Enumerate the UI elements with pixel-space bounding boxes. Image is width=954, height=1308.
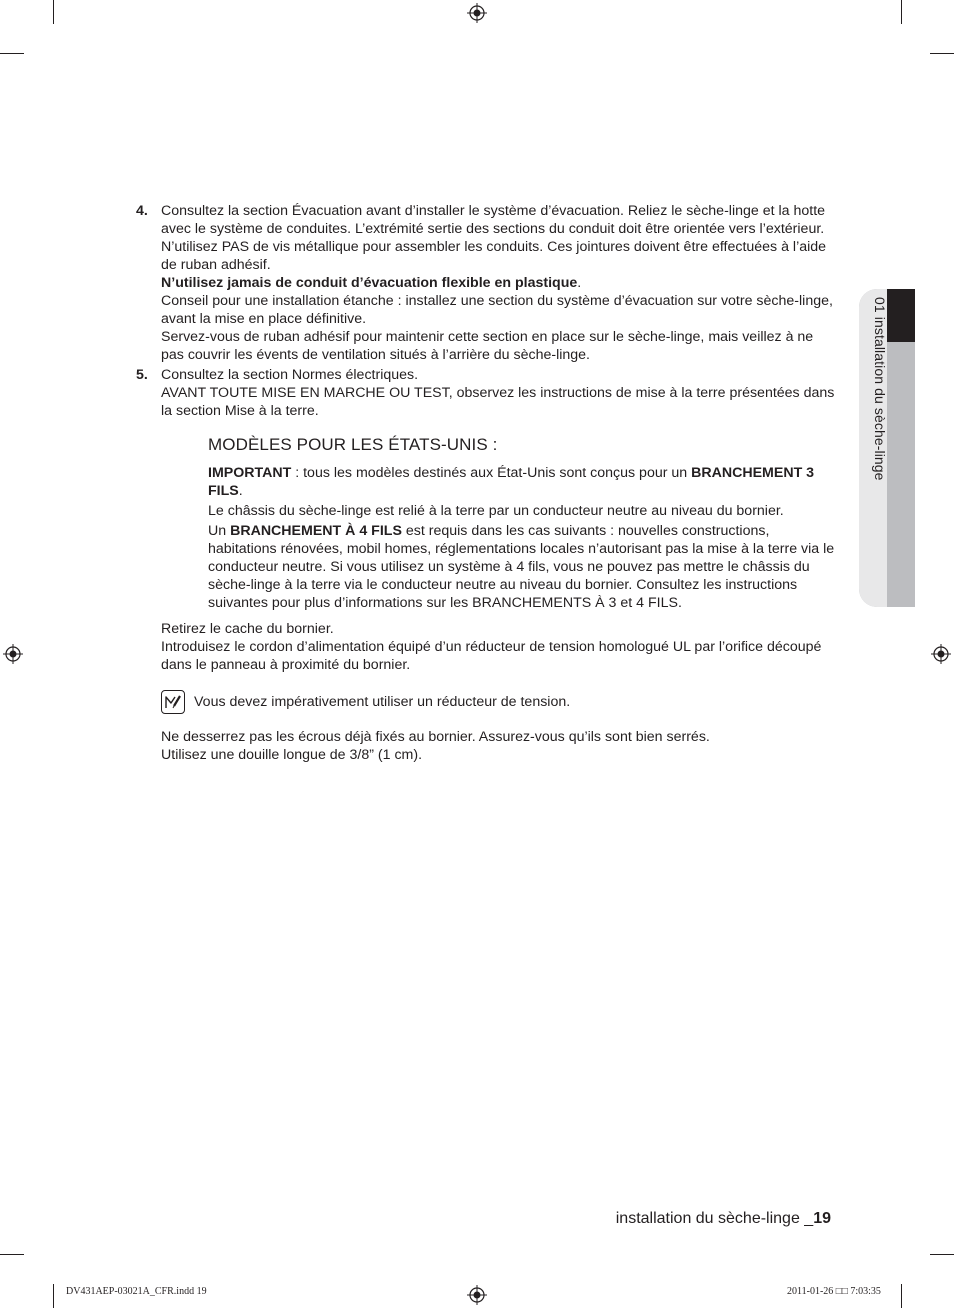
text: est requis dans les cas suivants : nouvelles constructions, habitations rénovées, mobil homes, réglementations locales n’autorisant pas la mise à la terre via le conducteur neutre. Si vous utilisez un système à 4 fils, vous ne pouvez pas mettre le châssis du sèche-linge à la terre via le conducteur neutre au niveau du bornier. Consultez les instructions suivantes pour plus d’informations sur les BRANCHEMENTS À 3 et 4 FILS.: [208, 523, 835, 611]
section-heading: MODÈLES POUR LES ÉTATS-UNIS :: [208, 435, 498, 454]
registration-mark-icon: [3, 644, 23, 664]
text: .: [238, 483, 243, 499]
paragraph: Ne desserrez pas les écrous déjà fixés au bornier. Assurez-vous qu’ils sont bien serrés.: [161, 729, 710, 745]
registration-mark-icon: [931, 644, 951, 664]
crop-mark: [53, 0, 54, 24]
important-paragraph: [208, 464, 836, 500]
crop-mark: [0, 53, 24, 54]
crop-mark: [0, 1254, 24, 1255]
note-pencil-icon: [161, 690, 185, 714]
crop-mark: [53, 1284, 54, 1308]
us-models-section: [208, 434, 836, 612]
list-item-5: [136, 366, 836, 420]
steps-block: [161, 620, 836, 674]
note: [161, 690, 836, 716]
text: : tous les modèles destinés aux État-Unis sont conçus pour un: [291, 465, 692, 481]
crop-mark: [901, 1284, 902, 1308]
paragraph: Utilisez une douille longue de 3/8” (1 cm).: [161, 747, 423, 763]
closing-block: [161, 728, 836, 764]
paragraph: AVANT TOUTE MISE EN MARCHE OU TEST, observez les instructions de mise à la terre présentées dans la section Mise à la terre.: [161, 385, 835, 419]
paragraph: Introduisez le cordon d’alimentation équipé d’un réducteur de tension homologué UL par l’orifice découpé dans le panneau à proximité du bornier.: [161, 639, 822, 673]
bold-text: N’utilisez jamais de conduit d’évacuation flexible en plastique: [161, 275, 578, 291]
chapter-tab-label: 01 installation du sèche-linge: [872, 297, 888, 481]
list-item-4: [136, 202, 836, 364]
paragraph: Consultez la section Évacuation avant d’installer le système d’évacuation. Reliez le sèche-linge et la hotte avec le système de conduites. L’extrémité sertie des sections du conduit doit être orientée vers l’extérieur.: [161, 203, 826, 237]
paragraph: Servez-vous de ruban adhésif pour maintenir cette section en place sur le sèche-linge, mais veillez à ne pas couvrir les évents de ventilation situés à l’arrière du sèche-linge.: [161, 329, 814, 363]
crop-mark: [930, 1254, 954, 1255]
footer-title: installation du sèche-linge _: [615, 1210, 814, 1227]
bold-text: IMPORTANT: [208, 465, 292, 481]
crop-mark: [930, 53, 954, 54]
chapter-tab-marker: [887, 289, 915, 342]
note-text: Vous devez impérativement utiliser un réducteur de tension.: [194, 694, 571, 710]
crop-mark: [901, 0, 902, 24]
main-content: [136, 202, 836, 764]
bold-text: BRANCHEMENT 3 FILS: [208, 465, 815, 499]
registration-mark-icon: [467, 3, 487, 23]
list-number: 4.: [136, 203, 148, 219]
paragraph: Consultez la section Normes électriques.: [161, 367, 419, 383]
bold-text: BRANCHEMENT À 4 FILS: [230, 523, 402, 539]
print-slug-file: DV431AEP-03021A_CFR.indd 19: [66, 1286, 207, 1297]
warning-paragraph: [161, 274, 836, 292]
paragraph: Retirez le cache du bornier.: [161, 621, 334, 637]
print-slug-date: 2011-01-26 □□ 7:03:35: [787, 1286, 881, 1297]
page-footer: [616, 1209, 831, 1229]
registration-mark-icon: [467, 1285, 487, 1305]
page-number: 19: [813, 1210, 831, 1227]
text: Un: [208, 523, 231, 539]
paragraph: [208, 522, 836, 612]
paragraph: Conseil pour une installation étanche : installez une section du système d’évacuation sur votre sèche-linge, avant la mise en place définitive.: [161, 293, 833, 327]
paragraph: Le châssis du sèche-linge est relié à la terre par un conducteur neutre au niveau du bornier.: [208, 503, 784, 519]
paragraph: N’utilisez PAS de vis métallique pour assembler les conduits. Ces jointures doivent être effectuées à l’aide de ruban adhésif.: [161, 239, 827, 273]
text: .: [577, 275, 582, 291]
list-number: 5.: [136, 367, 148, 383]
